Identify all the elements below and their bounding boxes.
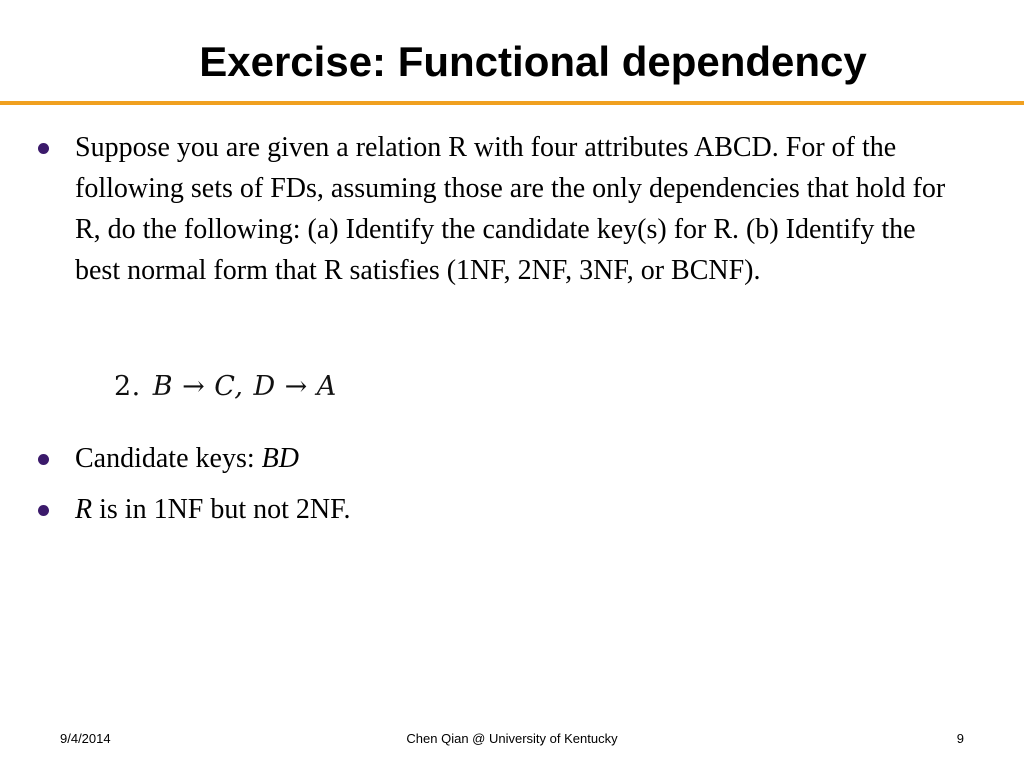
formula-number: 2. [114,371,141,402]
formula-rhs-1: C, [214,371,244,402]
normal-form-statement: is in 1NF but not 2NF. [92,494,351,525]
footer-author: Chen Qian @ University of Kentucky [406,731,618,746]
footer-date: 9/4/2014 [60,731,111,746]
bullet-dot-icon [38,454,49,465]
formula-lhs-1: B [152,371,174,402]
arrow-icon: → [284,371,308,402]
slide-number: 9 [956,731,964,746]
relation-name: R [75,494,93,525]
fd-formula [114,366,337,407]
bullet-text: Suppose you are given a relation R with four attributes ABCD. For of the following sets of FDs, assuming those are the only dependencies that hold for R, do the following: (a) Identify the candidate key(s) for R. (b) Identify the best normal form that R satisfies (1NF, 2NF, 3NF, or BCNF). [75,132,946,286]
bullet-dot-icon [38,143,49,154]
bullet-text [75,438,960,479]
arrow-icon: → [182,371,206,402]
bullet-dot-icon [38,505,49,516]
formula-lhs-2: D [253,371,276,402]
slide-title: Exercise: Functional dependency [199,38,867,85]
candidate-keys-label: Candidate keys: [75,443,262,474]
candidate-keys-value: BD [261,443,299,474]
formula-rhs-2: A [316,371,337,402]
bullet-text [75,489,960,530]
title-divider [0,101,1024,105]
